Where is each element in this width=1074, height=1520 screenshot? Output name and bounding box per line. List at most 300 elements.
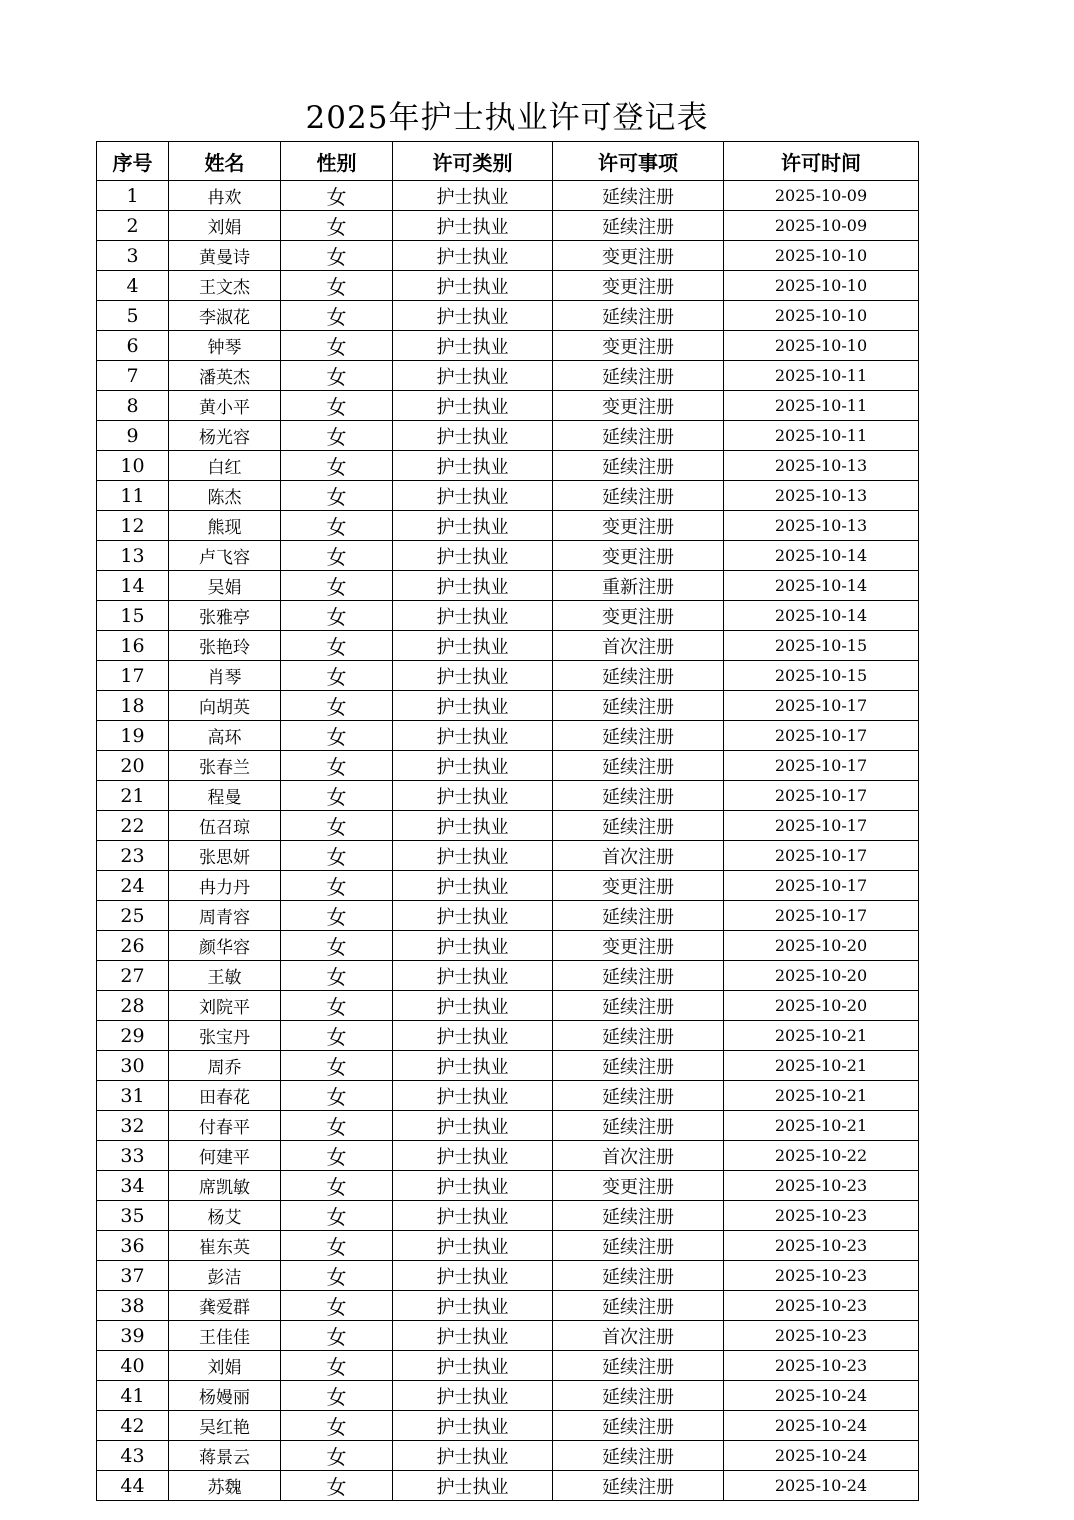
cell-name: 龚爱群: [169, 1291, 281, 1321]
cell-item: 延续注册: [553, 661, 724, 691]
cell-gender: 女: [281, 1141, 393, 1171]
cell-name: 刘娟: [169, 1351, 281, 1381]
cell-name: 张宝丹: [169, 1021, 281, 1051]
cell-no: 29: [97, 1021, 169, 1051]
table-row: [97, 481, 919, 511]
cell-no: 18: [97, 691, 169, 721]
cell-gender: 女: [281, 811, 393, 841]
cell-type: 护士执业: [393, 1291, 553, 1321]
cell-type: 护士执业: [393, 271, 553, 301]
cell-gender: 女: [281, 841, 393, 871]
cell-name: 伍召琼: [169, 811, 281, 841]
cell-date: 2025-10-20: [724, 991, 919, 1021]
cell-type: 护士执业: [393, 1171, 553, 1201]
cell-name: 熊现: [169, 511, 281, 541]
cell-name: 黄曼诗: [169, 241, 281, 271]
cell-item: 变更注册: [553, 931, 724, 961]
cell-item: 延续注册: [553, 1381, 724, 1411]
table-row: [97, 721, 919, 751]
table-row: [97, 1051, 919, 1081]
cell-gender: 女: [281, 1081, 393, 1111]
cell-item: 延续注册: [553, 1261, 724, 1291]
cell-type: 护士执业: [393, 1471, 553, 1501]
cell-gender: 女: [281, 601, 393, 631]
cell-date: 2025-10-13: [724, 481, 919, 511]
cell-no: 27: [97, 961, 169, 991]
cell-name: 田春花: [169, 1081, 281, 1111]
cell-type: 护士执业: [393, 1111, 553, 1141]
cell-gender: 女: [281, 781, 393, 811]
cell-no: 3: [97, 241, 169, 271]
cell-name: 蒋景云: [169, 1441, 281, 1471]
table-row: [97, 301, 919, 331]
cell-item: 延续注册: [553, 361, 724, 391]
cell-gender: 女: [281, 751, 393, 781]
table-row: [97, 1321, 919, 1351]
cell-gender: 女: [281, 211, 393, 241]
cell-item: 延续注册: [553, 811, 724, 841]
cell-item: 延续注册: [553, 721, 724, 751]
table-row: [97, 691, 919, 721]
cell-item: 延续注册: [553, 421, 724, 451]
cell-no: 17: [97, 661, 169, 691]
cell-name: 吴娟: [169, 571, 281, 601]
cell-name: 苏魏: [169, 1471, 281, 1501]
cell-type: 护士执业: [393, 1381, 553, 1411]
cell-date: 2025-10-23: [724, 1321, 919, 1351]
cell-date: 2025-10-11: [724, 391, 919, 421]
cell-type: 护士执业: [393, 991, 553, 1021]
cell-item: 延续注册: [553, 781, 724, 811]
cell-type: 护士执业: [393, 631, 553, 661]
cell-name: 高环: [169, 721, 281, 751]
cell-name: 黄小平: [169, 391, 281, 421]
cell-name: 周乔: [169, 1051, 281, 1081]
table-row: [97, 1171, 919, 1201]
cell-no: 10: [97, 451, 169, 481]
cell-date: 2025-10-10: [724, 331, 919, 361]
cell-date: 2025-10-10: [724, 241, 919, 271]
table-row: [97, 811, 919, 841]
cell-date: 2025-10-09: [724, 181, 919, 211]
cell-item: 延续注册: [553, 181, 724, 211]
table-row: [97, 331, 919, 361]
cell-item: 延续注册: [553, 1291, 724, 1321]
cell-type: 护士执业: [393, 451, 553, 481]
table-row: [97, 1021, 919, 1051]
cell-gender: 女: [281, 241, 393, 271]
cell-date: 2025-10-21: [724, 1021, 919, 1051]
cell-type: 护士执业: [393, 361, 553, 391]
cell-date: 2025-10-11: [724, 421, 919, 451]
cell-no: 26: [97, 931, 169, 961]
cell-item: 变更注册: [553, 871, 724, 901]
cell-type: 护士执业: [393, 1201, 553, 1231]
cell-name: 杨嫚丽: [169, 1381, 281, 1411]
cell-no: 39: [97, 1321, 169, 1351]
cell-type: 护士执业: [393, 751, 553, 781]
cell-date: 2025-10-21: [724, 1111, 919, 1141]
cell-name: 何建平: [169, 1141, 281, 1171]
table-row: [97, 661, 919, 691]
cell-date: 2025-10-17: [724, 781, 919, 811]
cell-date: 2025-10-10: [724, 271, 919, 301]
cell-date: 2025-10-22: [724, 1141, 919, 1171]
cell-no: 28: [97, 991, 169, 1021]
table-row: [97, 1201, 919, 1231]
cell-no: 41: [97, 1381, 169, 1411]
cell-name: 颜华容: [169, 931, 281, 961]
cell-no: 21: [97, 781, 169, 811]
header-cell-no: 序号: [97, 142, 169, 181]
table-row: [97, 391, 919, 421]
cell-gender: 女: [281, 1381, 393, 1411]
cell-item: 变更注册: [553, 541, 724, 571]
table-row: [97, 1141, 919, 1171]
table-row: [97, 1381, 919, 1411]
cell-date: 2025-10-24: [724, 1411, 919, 1441]
cell-date: 2025-10-17: [724, 721, 919, 751]
table-row: [97, 421, 919, 451]
table-row: [97, 1411, 919, 1441]
cell-type: 护士执业: [393, 691, 553, 721]
table-row: [97, 241, 919, 271]
cell-item: 变更注册: [553, 511, 724, 541]
table-row: [97, 1111, 919, 1141]
cell-gender: 女: [281, 691, 393, 721]
cell-type: 护士执业: [393, 301, 553, 331]
cell-item: 延续注册: [553, 901, 724, 931]
cell-no: 22: [97, 811, 169, 841]
cell-item: 延续注册: [553, 1441, 724, 1471]
cell-type: 护士执业: [393, 1261, 553, 1291]
cell-gender: 女: [281, 181, 393, 211]
cell-no: 33: [97, 1141, 169, 1171]
cell-name: 王文杰: [169, 271, 281, 301]
cell-type: 护士执业: [393, 781, 553, 811]
cell-gender: 女: [281, 1261, 393, 1291]
cell-date: 2025-10-24: [724, 1381, 919, 1411]
cell-name: 冉欢: [169, 181, 281, 211]
cell-no: 12: [97, 511, 169, 541]
cell-gender: 女: [281, 871, 393, 901]
table-row: [97, 211, 919, 241]
cell-no: 42: [97, 1411, 169, 1441]
cell-gender: 女: [281, 661, 393, 691]
cell-item: 延续注册: [553, 1231, 724, 1261]
cell-gender: 女: [281, 421, 393, 451]
cell-gender: 女: [281, 391, 393, 421]
cell-gender: 女: [281, 1321, 393, 1351]
cell-item: 首次注册: [553, 1321, 724, 1351]
cell-no: 40: [97, 1351, 169, 1381]
cell-date: 2025-10-17: [724, 871, 919, 901]
cell-item: 首次注册: [553, 631, 724, 661]
table-row: [97, 901, 919, 931]
cell-date: 2025-10-21: [724, 1051, 919, 1081]
table-row: [97, 1231, 919, 1261]
cell-type: 护士执业: [393, 1081, 553, 1111]
cell-gender: 女: [281, 361, 393, 391]
cell-item: 延续注册: [553, 1081, 724, 1111]
cell-item: 延续注册: [553, 1021, 724, 1051]
table-row: [97, 1261, 919, 1291]
cell-date: 2025-10-09: [724, 211, 919, 241]
registration-table: [96, 141, 919, 1501]
cell-no: 19: [97, 721, 169, 751]
cell-date: 2025-10-23: [724, 1291, 919, 1321]
cell-name: 卢飞容: [169, 541, 281, 571]
cell-gender: 女: [281, 301, 393, 331]
cell-date: 2025-10-10: [724, 301, 919, 331]
cell-gender: 女: [281, 1111, 393, 1141]
cell-type: 护士执业: [393, 181, 553, 211]
cell-gender: 女: [281, 451, 393, 481]
cell-type: 护士执业: [393, 541, 553, 571]
cell-item: 延续注册: [553, 1471, 724, 1501]
cell-gender: 女: [281, 1471, 393, 1501]
cell-item: 延续注册: [553, 1201, 724, 1231]
table-row: [97, 1471, 919, 1501]
table-row: [97, 931, 919, 961]
cell-item: 变更注册: [553, 391, 724, 421]
cell-no: 38: [97, 1291, 169, 1321]
cell-no: 23: [97, 841, 169, 871]
cell-gender: 女: [281, 1171, 393, 1201]
cell-type: 护士执业: [393, 661, 553, 691]
cell-item: 延续注册: [553, 991, 724, 1021]
cell-no: 9: [97, 421, 169, 451]
cell-no: 44: [97, 1471, 169, 1501]
cell-type: 护士执业: [393, 391, 553, 421]
cell-date: 2025-10-23: [724, 1171, 919, 1201]
cell-name: 张艳玲: [169, 631, 281, 661]
cell-name: 冉力丹: [169, 871, 281, 901]
cell-gender: 女: [281, 991, 393, 1021]
cell-date: 2025-10-13: [724, 451, 919, 481]
header-cell-gender: 性别: [281, 142, 393, 181]
cell-name: 彭洁: [169, 1261, 281, 1291]
cell-type: 护士执业: [393, 871, 553, 901]
cell-date: 2025-10-21: [724, 1081, 919, 1111]
cell-item: 延续注册: [553, 451, 724, 481]
cell-item: 变更注册: [553, 1171, 724, 1201]
cell-no: 31: [97, 1081, 169, 1111]
table-row: [97, 631, 919, 661]
cell-gender: 女: [281, 1051, 393, 1081]
cell-no: 11: [97, 481, 169, 511]
cell-name: 王佳佳: [169, 1321, 281, 1351]
cell-date: 2025-10-20: [724, 961, 919, 991]
cell-date: 2025-10-14: [724, 541, 919, 571]
cell-name: 钟琴: [169, 331, 281, 361]
table-row: [97, 571, 919, 601]
cell-name: 杨艾: [169, 1201, 281, 1231]
cell-type: 护士执业: [393, 571, 553, 601]
cell-type: 护士执业: [393, 1021, 553, 1051]
cell-no: 7: [97, 361, 169, 391]
cell-type: 护士执业: [393, 601, 553, 631]
table-row: [97, 991, 919, 1021]
cell-no: 13: [97, 541, 169, 571]
table-row: [97, 361, 919, 391]
cell-no: 14: [97, 571, 169, 601]
cell-gender: 女: [281, 901, 393, 931]
cell-type: 护士执业: [393, 421, 553, 451]
table-row: [97, 1441, 919, 1471]
cell-type: 护士执业: [393, 211, 553, 241]
cell-no: 37: [97, 1261, 169, 1291]
cell-item: 变更注册: [553, 271, 724, 301]
table-row: [97, 511, 919, 541]
table-row: [97, 271, 919, 301]
cell-gender: 女: [281, 541, 393, 571]
cell-type: 护士执业: [393, 1231, 553, 1261]
cell-gender: 女: [281, 961, 393, 991]
cell-item: 延续注册: [553, 751, 724, 781]
cell-type: 护士执业: [393, 331, 553, 361]
cell-name: 王敏: [169, 961, 281, 991]
cell-date: 2025-10-17: [724, 901, 919, 931]
cell-name: 席凯敏: [169, 1171, 281, 1201]
cell-gender: 女: [281, 1201, 393, 1231]
table-row: [97, 781, 919, 811]
cell-type: 护士执业: [393, 961, 553, 991]
cell-no: 6: [97, 331, 169, 361]
cell-no: 43: [97, 1441, 169, 1471]
table-row: [97, 1351, 919, 1381]
cell-type: 护士执业: [393, 811, 553, 841]
cell-date: 2025-10-20: [724, 931, 919, 961]
table-row: [97, 961, 919, 991]
cell-type: 护士执业: [393, 511, 553, 541]
cell-gender: 女: [281, 1291, 393, 1321]
cell-item: 重新注册: [553, 571, 724, 601]
header-cell-type: 许可类别: [393, 142, 553, 181]
table-row: [97, 601, 919, 631]
cell-type: 护士执业: [393, 1321, 553, 1351]
cell-date: 2025-10-15: [724, 631, 919, 661]
page-title: 2025年护士执业许可登记表: [305, 100, 709, 136]
cell-no: 4: [97, 271, 169, 301]
cell-date: 2025-10-24: [724, 1441, 919, 1471]
cell-date: 2025-10-14: [724, 601, 919, 631]
cell-name: 张雅亭: [169, 601, 281, 631]
cell-date: 2025-10-17: [724, 751, 919, 781]
cell-no: 36: [97, 1231, 169, 1261]
cell-item: 首次注册: [553, 1141, 724, 1171]
cell-item: 延续注册: [553, 691, 724, 721]
cell-date: 2025-10-13: [724, 511, 919, 541]
cell-name: 潘英杰: [169, 361, 281, 391]
cell-type: 护士执业: [393, 1411, 553, 1441]
table-row: [97, 181, 919, 211]
cell-item: 延续注册: [553, 1051, 724, 1081]
cell-no: 25: [97, 901, 169, 931]
cell-name: 刘娟: [169, 211, 281, 241]
cell-item: 变更注册: [553, 601, 724, 631]
cell-name: 张思妍: [169, 841, 281, 871]
cell-date: 2025-10-23: [724, 1201, 919, 1231]
cell-type: 护士执业: [393, 901, 553, 931]
cell-type: 护士执业: [393, 241, 553, 271]
cell-date: 2025-10-11: [724, 361, 919, 391]
cell-no: 35: [97, 1201, 169, 1231]
cell-item: 变更注册: [553, 241, 724, 271]
cell-name: 吴红艳: [169, 1411, 281, 1441]
cell-gender: 女: [281, 271, 393, 301]
cell-date: 2025-10-23: [724, 1261, 919, 1291]
table-row: [97, 751, 919, 781]
header-cell-date: 许可时间: [724, 142, 919, 181]
cell-no: 20: [97, 751, 169, 781]
table-row: [97, 1291, 919, 1321]
cell-gender: 女: [281, 331, 393, 361]
cell-no: 5: [97, 301, 169, 331]
cell-name: 白红: [169, 451, 281, 481]
cell-type: 护士执业: [393, 931, 553, 961]
cell-item: 变更注册: [553, 331, 724, 361]
cell-name: 向胡英: [169, 691, 281, 721]
cell-name: 张春兰: [169, 751, 281, 781]
cell-no: 30: [97, 1051, 169, 1081]
cell-gender: 女: [281, 1231, 393, 1261]
cell-gender: 女: [281, 571, 393, 601]
cell-no: 24: [97, 871, 169, 901]
cell-item: 延续注册: [553, 301, 724, 331]
cell-gender: 女: [281, 721, 393, 751]
cell-item: 延续注册: [553, 211, 724, 241]
cell-type: 护士执业: [393, 481, 553, 511]
cell-item: 延续注册: [553, 961, 724, 991]
cell-type: 护士执业: [393, 1051, 553, 1081]
cell-item: 延续注册: [553, 481, 724, 511]
header-cell-item: 许可事项: [553, 142, 724, 181]
cell-name: 陈杰: [169, 481, 281, 511]
cell-gender: 女: [281, 1411, 393, 1441]
cell-type: 护士执业: [393, 841, 553, 871]
cell-name: 杨光容: [169, 421, 281, 451]
cell-date: 2025-10-23: [724, 1351, 919, 1381]
cell-type: 护士执业: [393, 1141, 553, 1171]
cell-gender: 女: [281, 1021, 393, 1051]
cell-gender: 女: [281, 1441, 393, 1471]
cell-name: 李淑花: [169, 301, 281, 331]
table-row: [97, 871, 919, 901]
cell-gender: 女: [281, 481, 393, 511]
cell-type: 护士执业: [393, 721, 553, 751]
cell-gender: 女: [281, 631, 393, 661]
cell-item: 延续注册: [553, 1111, 724, 1141]
cell-name: 肖琴: [169, 661, 281, 691]
cell-date: 2025-10-23: [724, 1231, 919, 1261]
cell-item: 延续注册: [553, 1351, 724, 1381]
cell-date: 2025-10-15: [724, 661, 919, 691]
cell-item: 首次注册: [553, 841, 724, 871]
cell-date: 2025-10-17: [724, 811, 919, 841]
table-row: [97, 451, 919, 481]
header-row: [97, 142, 919, 181]
cell-type: 护士执业: [393, 1441, 553, 1471]
cell-no: 32: [97, 1111, 169, 1141]
cell-name: 崔东英: [169, 1231, 281, 1261]
cell-date: 2025-10-17: [724, 841, 919, 871]
cell-name: 程曼: [169, 781, 281, 811]
header-cell-name: 姓名: [169, 142, 281, 181]
cell-date: 2025-10-17: [724, 691, 919, 721]
cell-name: 周青容: [169, 901, 281, 931]
cell-gender: 女: [281, 511, 393, 541]
